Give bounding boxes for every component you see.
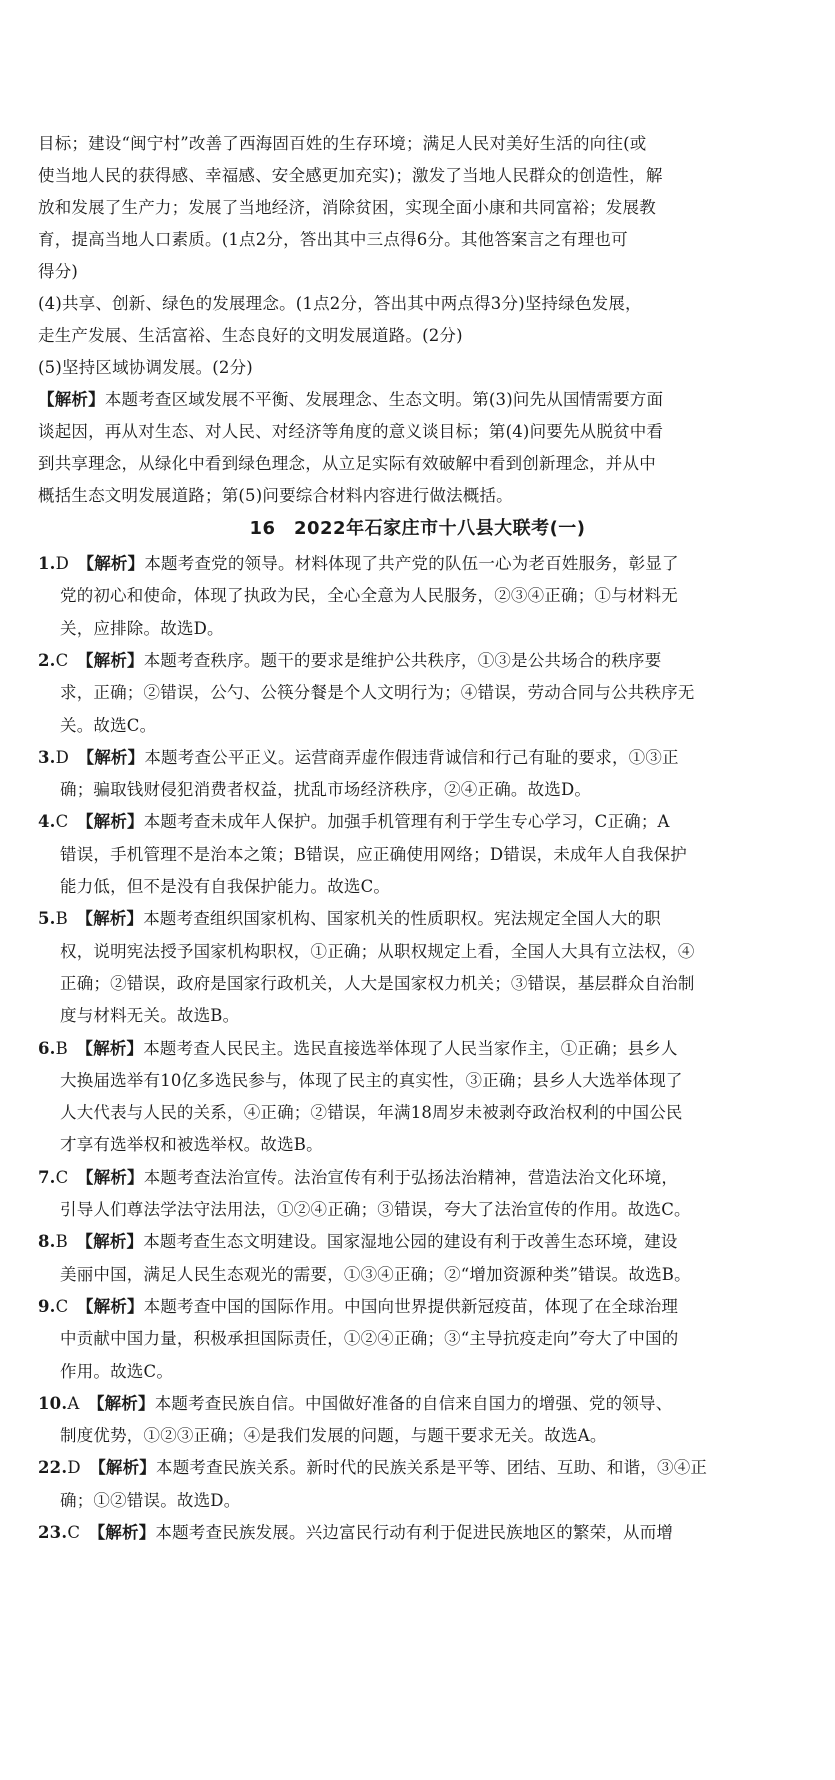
answer-item [38, 810, 738, 834]
answer-item [38, 1037, 738, 1061]
analysis-text: 本题考查组织国家机构、国家机关的性质职权。宪法规定全国人大的职 [143, 909, 661, 929]
answer-letter: C [55, 1167, 77, 1187]
section-heading: 16 2022年石家庄市十八县大联考(一) [249, 518, 586, 539]
answer-letter: D [67, 1458, 90, 1478]
answer-number: 7. [38, 1167, 56, 1187]
analysis-text: 本题考查民族关系。新时代的民族关系是平等、团结、互助、和谐，③④正 [156, 1458, 708, 1478]
answer-letter: C [67, 1523, 89, 1542]
answer-continuation-line: 错误，手机管理不是治本之策；B错误，应正确使用网络；D错误，未成年人自我保护 [60, 844, 687, 864]
analysis-tag: 【解析】 [77, 747, 145, 767]
analysis-tag: 【解析】 [89, 1458, 157, 1478]
analysis-tag: 【解析】 [87, 1393, 155, 1413]
answer-number: 22. [38, 1458, 68, 1478]
answer-letter: A [67, 1393, 88, 1413]
intro-line: 使当地人民的获得感、幸福感、安全感更加充实)；激发了当地人民群众的创造性，解 [38, 166, 663, 185]
answer-number: 6. [38, 1038, 56, 1058]
answer-item [38, 1295, 738, 1319]
answer-item [38, 1392, 738, 1416]
answer-continuation-line: 引导人们尊法学法守法用法，①②④正确；③错误，夸大了法治宣传的作用。故选C。 [60, 1200, 691, 1219]
answer-number: 5. [38, 909, 56, 929]
answer-continuation-line: 制度优势，①②③正确；④是我们发展的问题，与题干要求无关。故选A。 [60, 1426, 607, 1446]
answer-number: 10. [38, 1393, 68, 1413]
intro-line: 目标；建设“闽宁村”改善了西海固百姓的生存环境；满足人民对美好生活的向往(或 [38, 134, 647, 153]
answer-continuation-line: 才享有选举权和被选举权。故选B。 [60, 1135, 323, 1155]
analysis-text: 本题考查公平正义。运营商弄虚作假违背诚信和行己有耻的要求，①③正 [144, 747, 679, 767]
q4-answer-line: 走生产发展、生活富裕、生态良好的文明发展道路。(2分) [38, 326, 463, 345]
analysis-text: 本题考查法治宣传。法治宣传有利于弘扬法治精神，营造法治文化环境， [143, 1167, 679, 1187]
answer-continuation-line: 美丽中国，满足人民生态观光的需要，①③④正确；②“增加资源种类”错误。故选B。 [60, 1264, 691, 1284]
analysis-tag: 【解析】 [76, 1296, 144, 1316]
answer-item [38, 552, 738, 576]
analysis-text: 本题考查民族发展。兴边富民行动有利于促进民族地区的繁荣，从而增 [155, 1523, 674, 1542]
analysis-tag: 【解析】 [88, 1523, 156, 1542]
analysis-text: 本题考查中国的国际作用。中国向世界提供新冠疫苗，体现了在全球治理 [143, 1296, 679, 1316]
answer-continuation-line: 权，说明宪法授予国家机构职权，①正确；从职权规定上看，全国人大具有立法权，④ [60, 941, 695, 961]
analysis-text: 本题考查党的领导。材料体现了共产党的队伍一心为老百姓服务，彰显了 [144, 554, 679, 573]
analysis-text: 本题考查区域发展不平衡、发展理念、生态文明。第(3)问先从国情需要方面 [104, 390, 664, 409]
answer-letter: D [55, 554, 78, 573]
analysis-tag: 【解析】 [77, 554, 145, 573]
answer-item [38, 1230, 738, 1254]
answer-continuation-line: 党的初心和使命，体现了执政为民，全心全意为人民服务，②③④正确；①与材料无 [60, 586, 678, 606]
analysis-tag: 【解析】 [76, 812, 144, 832]
analysis-text: 本题考查生态文明建设。国家湿地公园的建设有利于改善生态环境，建设 [143, 1232, 678, 1252]
answer-letter: B [55, 1232, 77, 1252]
answer-continuation-line: 能力低，但不是没有自我保护能力。故选C。 [60, 877, 391, 896]
answer-letter: C [55, 650, 77, 670]
answer-continuation-line: 正确；②错误，政府是国家行政机关，人大是国家权力机关；③错误，基层群众自治制 [60, 973, 695, 993]
intro-line: 放和发展了生产力；发展了当地经济，消除贫困，实现全面小康和共同富裕；发展教 [38, 198, 656, 217]
answer-letter: C [55, 1296, 77, 1316]
q5-answer-line: (5)坚持区域协调发展。(2分) [38, 358, 253, 377]
answer-continuation-line: 大换届选举有10亿多选民参与，体现了民主的真实性，③正确；县乡人大选举体现了 [60, 1070, 683, 1090]
analysis-tag: 【解析】 [76, 1038, 144, 1058]
answer-continuation-line: 关，应排除。故选D。 [60, 618, 224, 638]
answer-number: 4. [38, 812, 56, 832]
answer-number: 2. [38, 650, 56, 670]
answer-item [38, 1521, 738, 1545]
answer-letter: D [55, 747, 78, 767]
answer-item [38, 1456, 738, 1480]
intro-line: 得分) [38, 262, 79, 281]
answer-letter: B [55, 1038, 77, 1058]
intro-line: 育，提高当地人口素质。(1点2分，答出其中三点得6分。其他答案言之有理也可 [38, 230, 628, 249]
answer-continuation-line: 中贡献中国力量，积极承担国际责任，①②④正确；③“主导抗疫走向”夸大了中国的 [60, 1329, 679, 1349]
answer-item [38, 746, 738, 770]
answer-item [38, 1166, 738, 1190]
answer-continuation-line: 度与材料无关。故选B。 [60, 1006, 240, 1026]
answer-continuation-line: 关。故选C。 [60, 715, 157, 735]
answer-item [38, 907, 738, 931]
answer-item [38, 649, 738, 673]
q4-answer-line: (4)共享、创新、绿色的发展理念。(1点2分，答出其中两点得3分)坚持绿色发展， [38, 294, 642, 313]
answer-number: 23. [38, 1523, 68, 1542]
answer-continuation-line: 确；①②错误。故选D。 [60, 1490, 241, 1510]
answer-continuation-line: 确；骗取钱财侵犯消费者权益，扰乱市场经济秩序，②④正确。故选D。 [60, 780, 592, 800]
intro-analysis-line [38, 388, 738, 412]
analysis-tag: 【解析】 [76, 650, 144, 670]
answer-continuation-line: 求，正确；②错误，公勺、公筷分餐是个人文明行为；④错误，劳动合同与公共秩序无 [60, 683, 695, 703]
analysis-tag: 【解析】 [38, 390, 105, 409]
answer-number: 1. [38, 554, 56, 573]
answer-number: 9. [38, 1296, 56, 1316]
answer-continuation-line: 人大代表与人民的关系，④正确；②错误，年满18周岁未被剥夺政治权利的中国公民 [60, 1103, 683, 1123]
answer-letter: C [55, 812, 77, 832]
answer-continuation-line: 作用。故选C。 [60, 1361, 174, 1381]
analysis-text: 本题考查民族自信。中国做好准备的自信来自国力的增强、党的领导、 [154, 1393, 673, 1413]
answer-number: 8. [38, 1232, 56, 1252]
intro-analysis-line: 到共享理念，从绿化中看到绿色理念，从立足实际有效破解中看到创新理念，并从中 [38, 454, 656, 473]
analysis-tag: 【解析】 [76, 1232, 144, 1252]
intro-analysis-line: 概括生态文明发展道路；第(5)问要综合材料内容进行做法概括。 [38, 486, 513, 505]
analysis-tag: 【解析】 [76, 909, 144, 929]
answer-letter: B [55, 909, 77, 929]
answer-number: 3. [38, 747, 56, 767]
analysis-text: 本题考查人民民主。选民直接选举体现了人民当家作主，①正确；县乡人 [143, 1038, 678, 1058]
analysis-text: 本题考查未成年人保护。加强手机管理有利于学生专心学习，C正确；A [143, 812, 670, 832]
intro-analysis-line: 谈起因，再从对生态、对人民、对经济等角度的意义谈目标；第(4)问要先从脱贫中看 [38, 422, 664, 441]
analysis-tag: 【解析】 [76, 1167, 144, 1187]
analysis-text: 本题考查秩序。题干的要求是维护公共秩序，①③是公共场合的秩序要 [143, 650, 662, 670]
